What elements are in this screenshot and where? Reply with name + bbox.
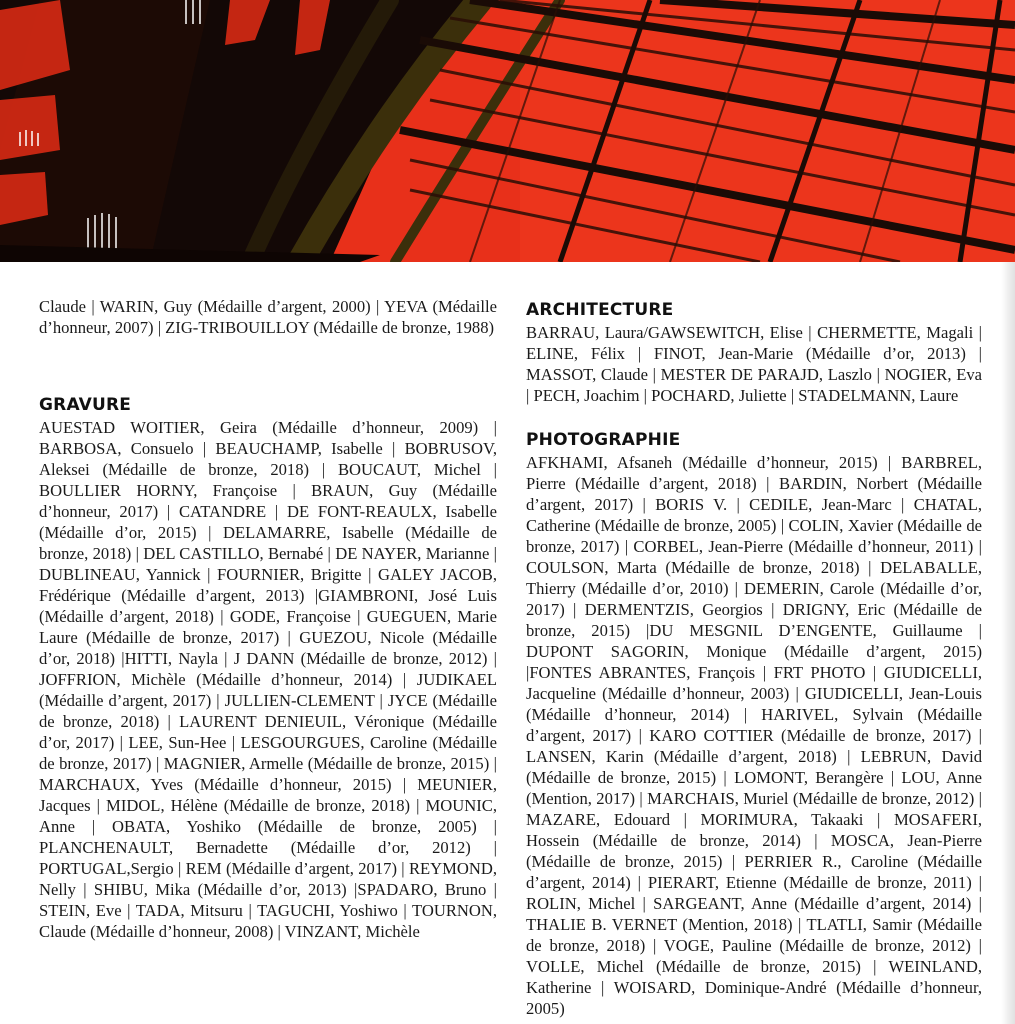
section-heading-gravure: GRAVURE [39,395,132,415]
header-photo [0,0,1015,262]
architecture-list: BARRAU, Laura/GAWSEWITCH, Elise | CHERMETTE, Magali | ELINE, Félix | FINOT, Jean-Marie (Médaille d’or, 2013) | MASSOT, Claude | MESTER DE PARAJD, Laszlo | NOGIER, Eva | PECH, Joachim | POCHARD, Juliette | STADELMANN, Laure [526,323,982,405]
section-heading-photographie: PHOTOGRAPHIE [526,430,681,450]
section-heading-architecture: ARCHITECTURE [526,300,674,320]
photo-icon [0,0,1015,262]
continuation-text: Claude | WARIN, Guy (Médaille d’argent, 2000) | YEVA (Médaille d’honneur, 2007) | ZIG-TRIBOUILLOY (Médaille de bronze, 1988) [39,297,497,337]
page-edge-shadow [1001,262,1015,1024]
left-column [39,296,497,942]
photographie-list: AFKHAMI, Afsaneh (Médaille d’honneur, 2015) | BARBREL, Pierre (Médaille d’argent, 2018) | BARDIN, Norbert (Médaille d’argent, 2017) | BORIS V. | CEDILE, Jean-Marc | CHATAL, Catherine (Médaille de bronze, 2005) | COLIN, Xavier (Médaille de bronze, 2017) | CORBEL, Jean-Pierre (Médaille d’honneur, 2011) | COULSON, Marta (Médaille de bronze, 2018) | DELABALLE, Thierry (Médaille d’or, 2010) | DEMERIN, Carole (Médaille d’or, 2017) | DERMENTZIS, Georgios | DRIGNY, Eric (Médaille de bronze, 2015) |DU MESGNIL D’ENGENTE, Guillaume | DUPONT SAGORIN, Monique (Médaille d’argent, 2015) |FONTES ABRANTES, François | FRT PHOTO | GIUDICELLI, Jacqueline (Médaille d’honneur, 2003) | GIUDICELLI, Jean-Louis (Médaille d’honneur, 2014) | HARIVEL, Sylvain (Médaille d’argent, 2017) | KARO COTTIER (Médaille de bronze, 2017) | LANSEN, Karin (Médaille d’argent, 2018) | LEBRUN, David (Médaille de bronze, 2015) | LOMONT, Berangère | LOU, Anne (Mention, 2017) | MARCHAIS, Muriel (Médaille de bronze, 2012) | MAZARE, Edouard | MORIMURA, Takaaki | MOSAFERI, Hossein (Médaille de bronze, 2014) | MOSCA, Jean-Pierre (Médaille de bronze, 2015) | PERRIER R., Caroline (Médaille d’argent, 2014) | PIERART, Etienne (Médaille de bronze, 2011) | ROLIN, Michel | SARGEANT, Anne (Médaille d’argent, 2014) | THALIE B. VERNET (Mention, 2018) | TLATLI, Samir (Médaille de bronze, 2018) | VOGE, Pauline (Médaille de bronze, 2012) | VOLLE, Michel (Médaille de bronze, 2015) | WEINLAND, Katherine | WOISARD, Dominique-André (Médaille d’honneur, 2005) [526,453,982,1018]
gravure-list: AUESTAD WOITIER, Geira (Médaille d’honneur, 2009) | BARBOSA, Consuelo | BEAUCHAMP, Isabelle | BOBRUSOV, Aleksei (Médaille de bronze, 2018) | BOUCAUT, Michel | BOULLIER HORNY, Françoise | BRAUN, Guy (Médaille d’honneur, 2017) | CATANDRE | DE FONT-REAULX, Isabelle (Médaille d’or, 2015) | DELAMARRE, Isabelle (Médaille de bronze, 2018) | DEL CASTILLO, Bernabé | DE NAYER, Marianne | DUBLINEAU, Yannick | FOURNIER, Brigitte | GALEY JACOB, Frédérique (Médaille d’argent, 2013) |GIAMBRONI, José Luis (Médaille d’argent, 2018) | GODE, Françoise | GUEGUEN, Marie Laure (Médaille de bronze, 2017) | GUEZOU, Nicole (Médaille d’or, 2018) |HITTI, Nayla | J DANN (Médaille de bronze, 2012) | JOFFRION, Michèle (Médaille d’honneur, 2014) | JUDIKAEL (Médaille d’argent, 2017) | JULLIEN-CLEMENT | JYCE (Médaille de bronze, 2018) | LAURENT DENIEUIL, Véronique (Médaille d’or, 2017) | LEE, Sun-Hee | LESGOURGUES, Caroline (Médaille de bronze, 2017) | MAGNIER, Armelle (Médaille de bronze, 2015) | MARCHAUX, Yves (Médaille d’honneur, 2015) | MEUNIER, Jacques | MIDOL, Hélène (Médaille de bronze, 2018) | MOUNIC, Anne | OBATA, Yoshiko (Médaille de bronze, 2005) | PLANCHENAULT, Bernadette (Médaille d’or, 2012) | PORTUGAL,Sergio | REM (Médaille d’argent, 2017) | REYMOND, Nelly | SHIBU, Mika (Médaille d’or, 2013) |SPADARO, Bruno | STEIN, Eve | TADA, Mitsuru | TAGUCHI, Yoshiwo | TOURNON, Claude (Médaille d’honneur, 2008) | VINZANT, Michèle [39,418,497,941]
right-column [526,296,982,1019]
